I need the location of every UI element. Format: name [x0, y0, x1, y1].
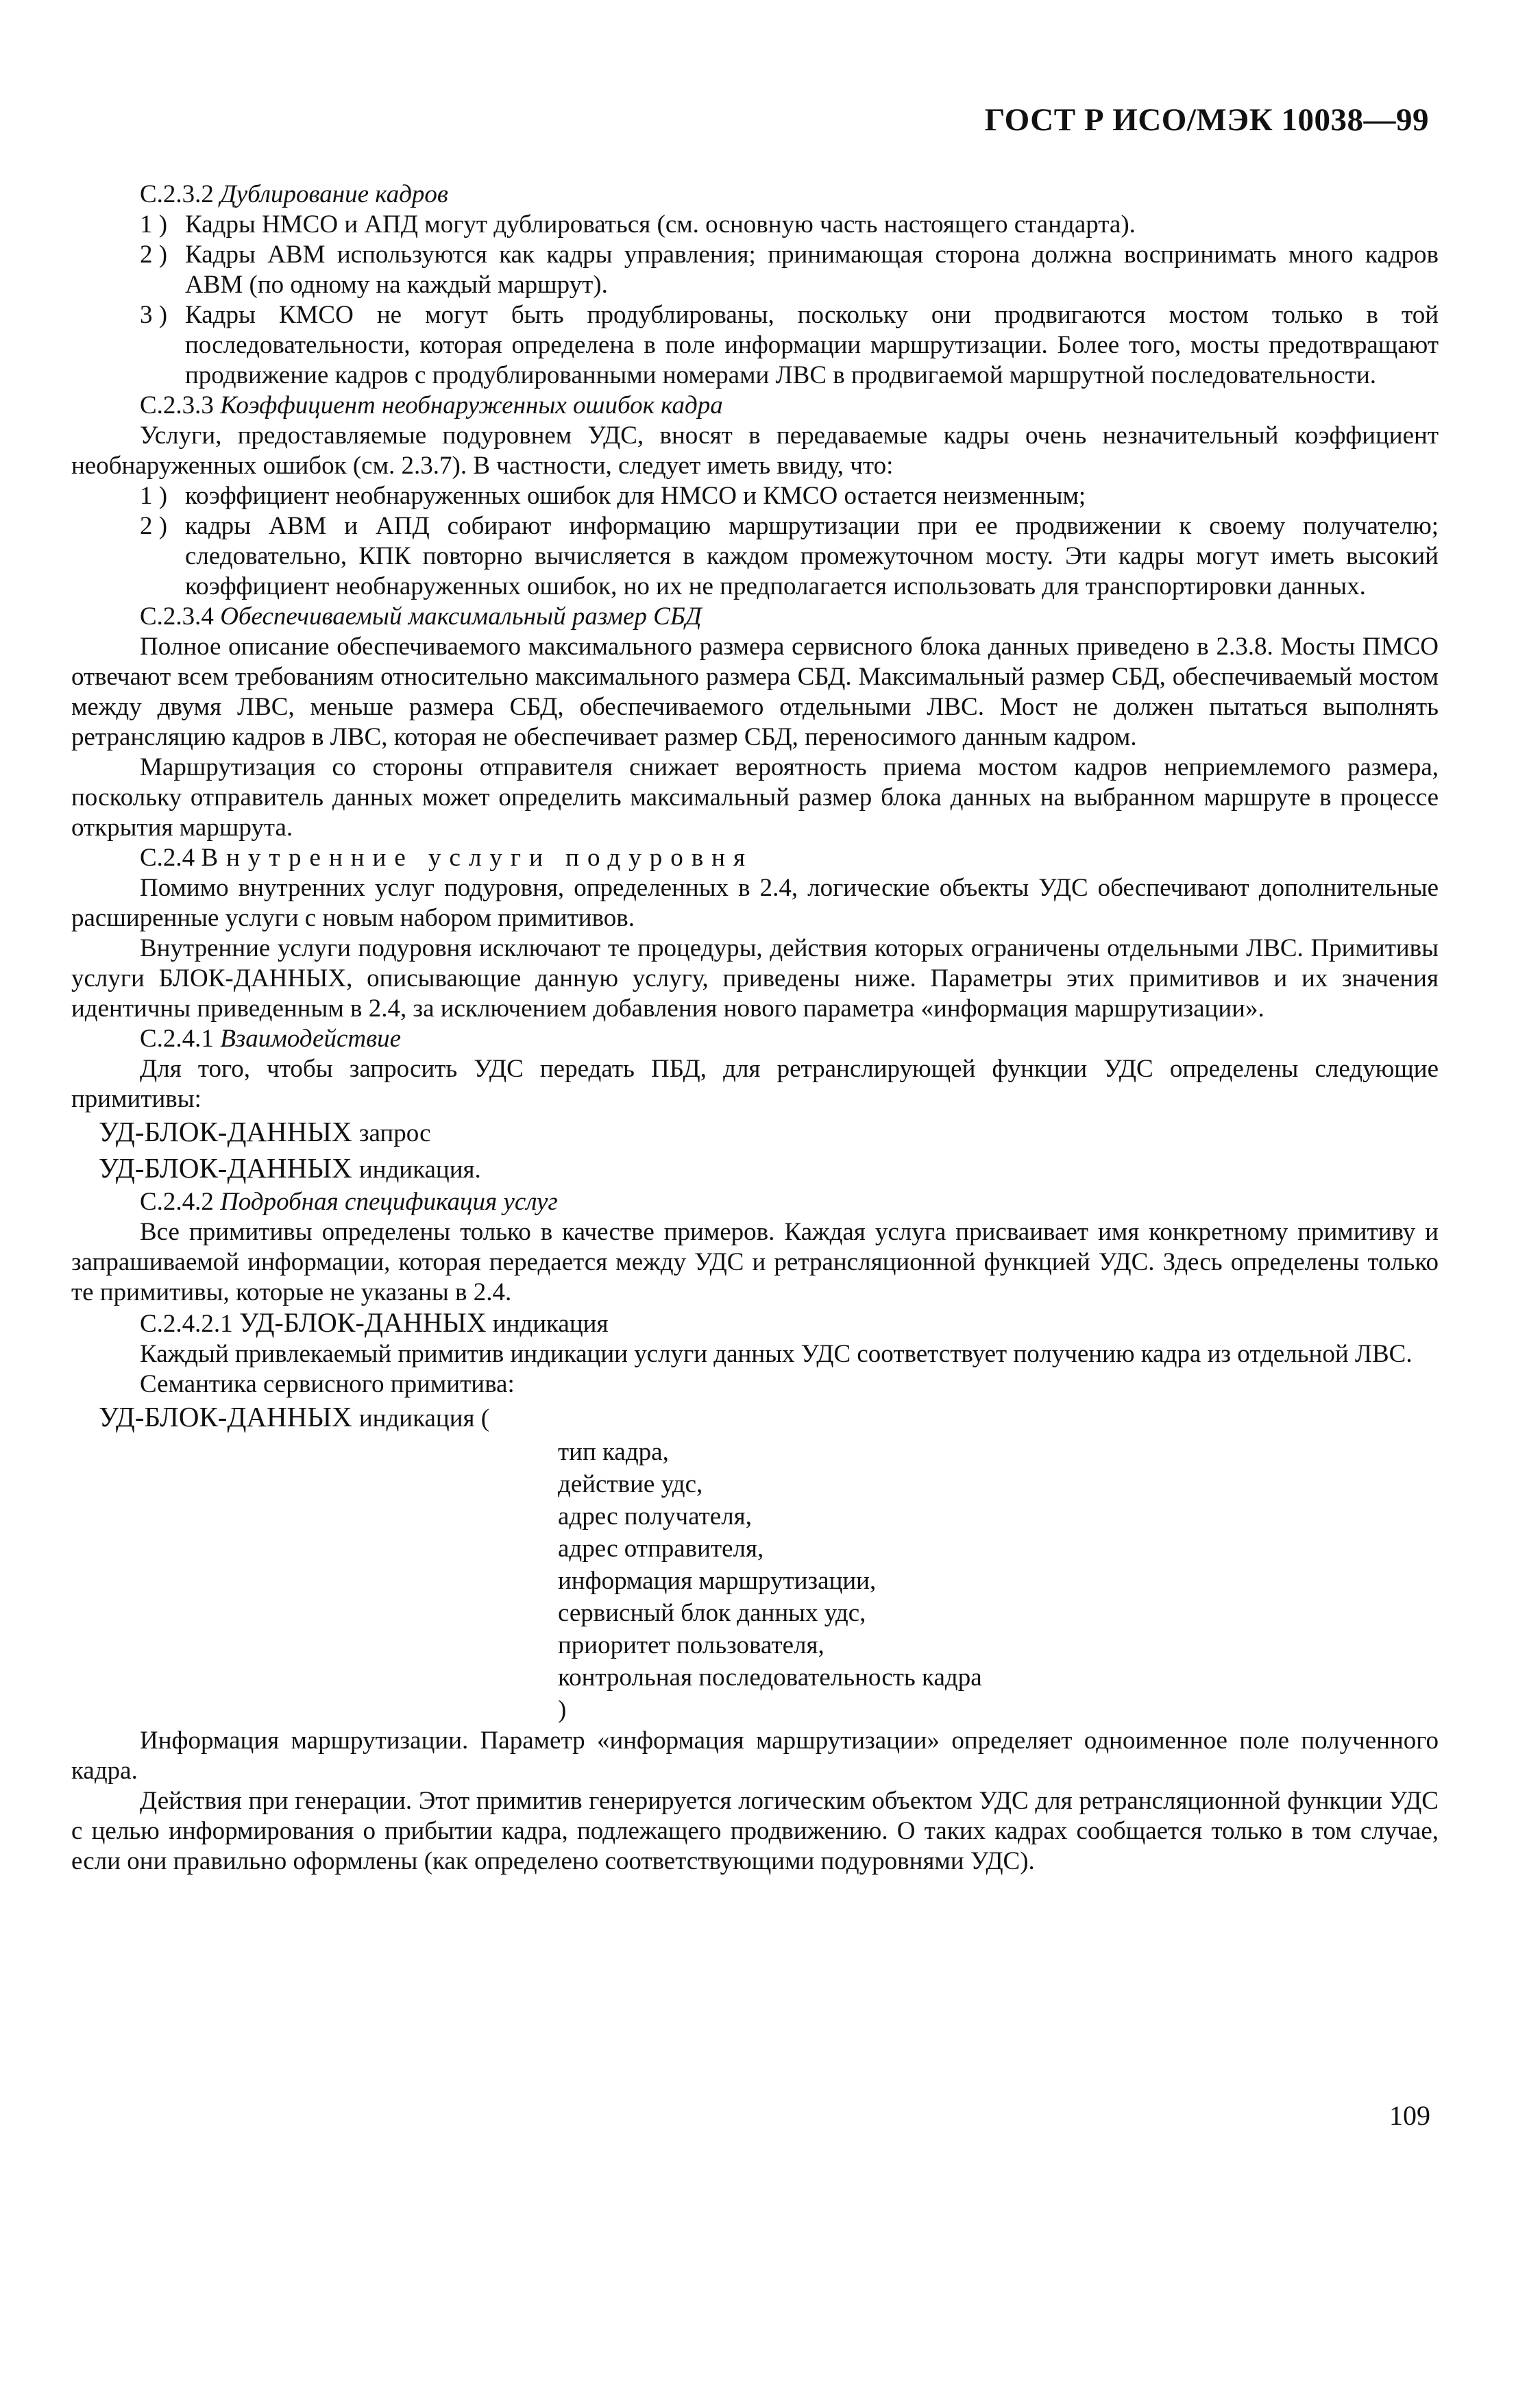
list-item: [140, 240, 1439, 300]
primitive-name: УД-БЛОК-ДАННЫХ: [239, 1307, 487, 1338]
list-marker: 3 ): [140, 301, 168, 329]
paragraph: Помимо внутренних услуг подуровня, определенных в 2.4, логические объекты УДС обеспечивают дополнительные расширенные услуги с новым набором примитивов.: [71, 874, 1439, 932]
section-title: Обеспечиваемый максимальный размер СБД: [220, 602, 702, 631]
section-title: Коэффициент необнаруженных ошибок кадра: [220, 391, 723, 419]
page-body: [71, 180, 1439, 1877]
section-heading-c2334: [71, 602, 1439, 632]
paragraph: Услуги, предоставляемые подуровнем УДС, вносят в передаваемые кадры очень незначительный коэффициент необнаруженных ошибок (см. 2.3.7). В частности, следует иметь ввиду, что:: [71, 422, 1439, 480]
primitive-name: УД-БЛОК-ДАННЫХ: [99, 1116, 352, 1147]
section-title: Дублирование кадров: [220, 180, 448, 208]
primitive-kind: индикация (: [358, 1404, 490, 1432]
list-text: Кадры КМСО не могут быть продублированы, поскольку они продвигаются мостом только в той последовательности, которая определена в поле информации маршрутизации. Более того, мосты предотвращают продвижение кадров с продублированными номерами ЛВС в продвигаемой маршрутной последовательности.: [185, 301, 1439, 389]
semantics-label: Семантика сервисного примитива:: [140, 1370, 515, 1398]
list-text: Кадры НМСО и АПД могут дублироваться (см. основную часть настоящего стандарта).: [185, 210, 1136, 239]
section-title: Взаимодействие: [220, 1025, 402, 1053]
section-number: C.2.3.3: [140, 391, 214, 419]
paragraph: Действия при генерации. Этот примитив генерируется логическим объектом УДС для ретрансляционной функции УДС с целью информирования о прибытии кадра, подлежащего продвижению. О таких кадрах сообщается только в том случае, если они правильно оформлены (как определено соответствующими подуровнями УДС).: [71, 1787, 1439, 1875]
page-number: 109: [1389, 2100, 1430, 2131]
primitive-kind: индикация.: [358, 1156, 481, 1184]
primitive-name: УД-БЛОК-ДАННЫХ: [99, 1152, 352, 1184]
section-heading-c2242: [71, 1187, 1439, 1217]
list-marker: 1 ): [140, 210, 168, 239]
primitive-kind: запрос: [358, 1119, 431, 1147]
primitive-call-line: [99, 1400, 1439, 1436]
list-item: [140, 300, 1439, 391]
section-heading-c2332: [71, 180, 1439, 210]
list-text: Кадры АВМ используются как кадры управления; принимающая сторона должна воспринимать много кадров АВМ (по одному на каждый маршрут).: [185, 241, 1439, 299]
parameter-item: приоритет пользователя,: [558, 1631, 824, 1659]
section-number: C.2.4.2.1: [140, 1310, 233, 1338]
paragraph: Информация маршрутизации. Параметр «информация маршрутизации» определяет одноименное поле полученного кадра.: [71, 1727, 1439, 1785]
parameter-item: контрольная последовательность кадра: [558, 1663, 982, 1692]
paragraph: Внутренние услуги подуровня исключают те процедуры, действия которых ограничены отдельными ЛВС. Примитивы услуги БЛОК-ДАННЫХ, описывающие данную услугу, приведены ниже. Параметры этих примитивов и их значения идентичны приведенным в 2.4, за исключением добавления нового параметра «информация маршрутизации».: [71, 934, 1439, 1023]
parameter-item: информация маршрутизации,: [558, 1567, 877, 1595]
section-number: C.2.4.1: [140, 1025, 214, 1053]
primitive-kind: индикация: [492, 1310, 609, 1338]
list-marker: 1 ): [140, 482, 168, 510]
section-number: C.2.4.2: [140, 1188, 214, 1216]
section-number: C.2.3.2: [140, 180, 214, 208]
parameter-item: действие удс,: [558, 1470, 703, 1498]
parameter-item: тип кадра,: [558, 1438, 669, 1466]
parameter-item: сервисный блок данных удс,: [558, 1599, 866, 1627]
section-heading-c22421: [71, 1308, 1439, 1339]
list-marker: 2 ): [140, 241, 168, 269]
paragraph: Каждый привлекаемый примитив индикации услуги данных УДС соответствует получению кадра из отдельной ЛВС.: [140, 1340, 1413, 1368]
section-number: C.2.4: [140, 844, 195, 872]
primitive-line: [99, 1114, 1439, 1151]
paragraph: Для того, чтобы запросить УДС передать ПБД, для ретранслирующей функции УДС определены следующие примитивы:: [71, 1055, 1439, 1113]
section-heading-c2333: [71, 391, 1439, 421]
list-item: [140, 481, 1439, 511]
primitive-name: УД-БЛОК-ДАННЫХ: [99, 1401, 352, 1432]
list-item: [140, 210, 1439, 240]
list-item: [140, 511, 1439, 602]
section-title: Внутренние услуги подуровня: [201, 844, 753, 872]
parameter-item: адрес отправителя,: [558, 1535, 764, 1563]
section-heading-c2241: [71, 1024, 1439, 1054]
primitive-line: [99, 1151, 1439, 1187]
parameter-close: ): [558, 1696, 567, 1724]
standard-header: ГОСТ Р ИСО/МЭК 10038—99: [984, 102, 1429, 138]
parameter-list: [558, 1436, 1439, 1726]
paragraph: Маршрутизация со стороны отправителя снижает вероятность приема мостом кадров неприемлемого размера, поскольку отправитель данных может определить максимальный размер блока данных на выбранном маршруте в процессе открытия маршрута.: [71, 753, 1439, 842]
list-marker: 2 ): [140, 512, 168, 540]
list-text: кадры АВМ и АПД собирают информацию маршрутизации при ее продвижении к своему получателю; следовательно, КПК повторно вычисляется в каждом промежуточном мосту. Эти кадры могут иметь высокий коэффициент необнаруженных ошибок, но их не предполагается использовать для транспортировки данных.: [185, 512, 1439, 600]
section-number: C.2.3.4: [140, 602, 214, 631]
paragraph: Полное описание обеспечиваемого максимального размера сервисного блока данных приведено в 2.3.8. Мосты ПМСО отвечают всем требованиям относительно максимального размера СБД. Максимальный размер СБД, обеспечиваемый мостом между двумя ЛВС, меньше размера СБД, обеспечиваемого отдельными ЛВС. Мост не должен пытаться выполнять ретрансляцию кадров в ЛВС, которая не обеспечивает размер СБД, переносимого данным кадром.: [71, 633, 1439, 751]
parameter-item: адрес получателя,: [558, 1502, 752, 1531]
section-title: Подробная спецификация услуг: [220, 1188, 558, 1216]
section-heading-c224: [71, 843, 1439, 873]
list-text: коэффициент необнаруженных ошибок для НМСО и КМСО остается неизменным;: [185, 482, 1086, 510]
paragraph: Все примитивы определены только в качестве примеров. Каждая услуга присваивает имя конкретному примитиву и запрашиваемой информации, которая передается между УДС и ретрансляционной функцией УДС. Здесь определены только те примитивы, которые не указаны в 2.4.: [71, 1218, 1439, 1306]
